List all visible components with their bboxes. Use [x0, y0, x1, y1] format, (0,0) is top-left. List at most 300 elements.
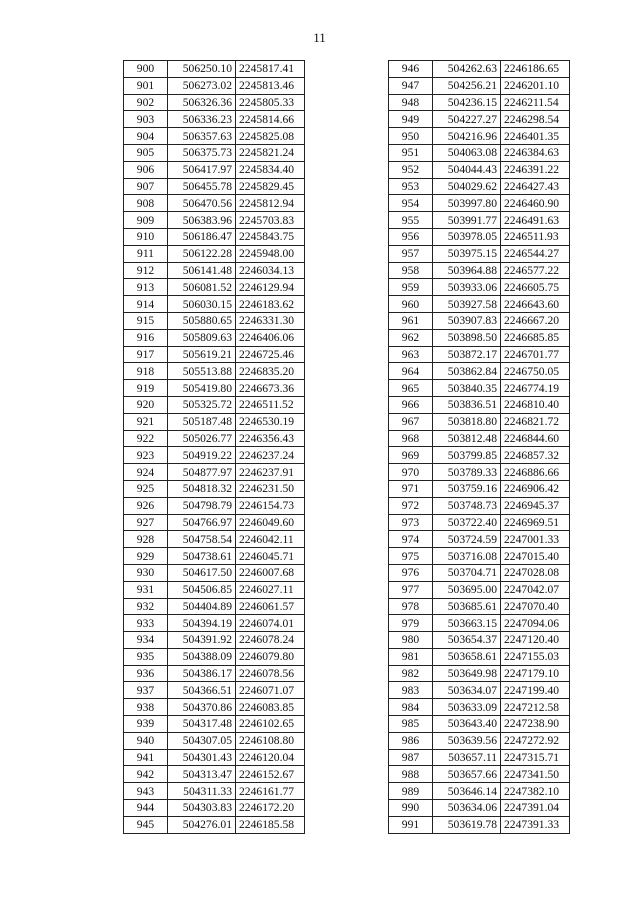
point-number-cell: 944: [124, 800, 168, 817]
table-row: [389, 346, 570, 363]
table-row: [389, 699, 570, 716]
y-coordinate-cell: 2246079.80: [236, 648, 305, 665]
x-coordinate-cell: 503907.83: [433, 312, 501, 329]
point-number-cell: 964: [389, 363, 433, 380]
y-coordinate-cell: 2246007.68: [236, 564, 305, 581]
x-coordinate-cell: 503997.80: [433, 195, 501, 212]
y-coordinate-cell: 2247382.10: [501, 783, 570, 800]
x-coordinate-cell: 503657.66: [433, 766, 501, 783]
table-row: [389, 228, 570, 245]
point-number-cell: 958: [389, 262, 433, 279]
y-coordinate-cell: 2246045.71: [236, 548, 305, 565]
x-coordinate-cell: 505325.72: [168, 396, 236, 413]
x-coordinate-cell: 503840.35: [433, 380, 501, 397]
y-coordinate-cell: 2247272.92: [501, 732, 570, 749]
x-coordinate-cell: 503658.61: [433, 648, 501, 665]
x-coordinate-cell: 503695.00: [433, 581, 501, 598]
x-coordinate-cell: 503634.07: [433, 682, 501, 699]
point-number-cell: 956: [389, 228, 433, 245]
table-row: [389, 111, 570, 128]
point-number-cell: 952: [389, 161, 433, 178]
table-row: [124, 212, 305, 229]
table-row: [389, 413, 570, 430]
coordinates-table-right: [388, 60, 570, 834]
table-row: [124, 363, 305, 380]
point-number-cell: 914: [124, 296, 168, 313]
table-row: [389, 245, 570, 262]
table-row: [389, 312, 570, 329]
x-coordinate-cell: 506417.97: [168, 161, 236, 178]
y-coordinate-cell: 2246810.40: [501, 396, 570, 413]
y-coordinate-cell: 2246237.24: [236, 447, 305, 464]
point-number-cell: 947: [389, 77, 433, 94]
table-row: [124, 632, 305, 649]
table-row: [389, 766, 570, 783]
table-row: [389, 161, 570, 178]
y-coordinate-cell: 2246384.63: [501, 144, 570, 161]
table-row: [124, 346, 305, 363]
point-number-cell: 971: [389, 480, 433, 497]
point-number-cell: 940: [124, 732, 168, 749]
y-coordinate-cell: 2246172.20: [236, 800, 305, 817]
y-coordinate-cell: 2247391.33: [501, 816, 570, 833]
y-coordinate-cell: 2246427.43: [501, 178, 570, 195]
table-row: [389, 396, 570, 413]
point-number-cell: 962: [389, 329, 433, 346]
y-coordinate-cell: 2246078.56: [236, 665, 305, 682]
y-coordinate-cell: 2246074.01: [236, 615, 305, 632]
table-row: [124, 312, 305, 329]
x-coordinate-cell: 506326.36: [168, 94, 236, 111]
table-row: [389, 430, 570, 447]
table-row: [389, 648, 570, 665]
y-coordinate-cell: 2246356.43: [236, 430, 305, 447]
y-coordinate-cell: 2246906.42: [501, 480, 570, 497]
y-coordinate-cell: 2246577.22: [501, 262, 570, 279]
x-coordinate-cell: 504256.21: [433, 77, 501, 94]
table-row: [389, 665, 570, 682]
x-coordinate-cell: 503812.48: [433, 430, 501, 447]
x-coordinate-cell: 504303.83: [168, 800, 236, 817]
table-row: [389, 279, 570, 296]
point-number-cell: 974: [389, 531, 433, 548]
y-coordinate-cell: 2246042.11: [236, 531, 305, 548]
x-coordinate-cell: 503799.85: [433, 447, 501, 464]
point-number-cell: 985: [389, 716, 433, 733]
point-number-cell: 970: [389, 464, 433, 481]
y-coordinate-cell: 2247015.40: [501, 548, 570, 565]
point-number-cell: 988: [389, 766, 433, 783]
y-coordinate-cell: 2246102.65: [236, 716, 305, 733]
table-row: [124, 732, 305, 749]
table-row: [124, 699, 305, 716]
x-coordinate-cell: 503649.98: [433, 665, 501, 682]
point-number-cell: 904: [124, 128, 168, 145]
y-coordinate-cell: 2246750.05: [501, 363, 570, 380]
x-coordinate-cell: 503657.11: [433, 749, 501, 766]
x-coordinate-cell: 504919.22: [168, 447, 236, 464]
point-number-cell: 979: [389, 615, 433, 632]
x-coordinate-cell: 506383.96: [168, 212, 236, 229]
table-row: [124, 682, 305, 699]
x-coordinate-cell: 503654.37: [433, 632, 501, 649]
y-coordinate-cell: 2247199.40: [501, 682, 570, 699]
x-coordinate-cell: 505419.80: [168, 380, 236, 397]
table-row: [389, 212, 570, 229]
table-row: [389, 531, 570, 548]
x-coordinate-cell: 504391.92: [168, 632, 236, 649]
y-coordinate-cell: 2246643.60: [501, 296, 570, 313]
x-coordinate-cell: 503722.40: [433, 514, 501, 531]
x-coordinate-cell: 504301.43: [168, 749, 236, 766]
table-row: [389, 480, 570, 497]
x-coordinate-cell: 504404.89: [168, 598, 236, 615]
table-row: [389, 447, 570, 464]
point-number-cell: 905: [124, 144, 168, 161]
point-number-cell: 927: [124, 514, 168, 531]
table-row: [124, 665, 305, 682]
x-coordinate-cell: 506250.10: [168, 61, 236, 78]
y-coordinate-cell: 2246231.50: [236, 480, 305, 497]
table-row: [389, 363, 570, 380]
point-number-cell: 937: [124, 682, 168, 699]
table-row: [124, 766, 305, 783]
x-coordinate-cell: 503933.06: [433, 279, 501, 296]
table-row: [124, 615, 305, 632]
x-coordinate-cell: 506081.52: [168, 279, 236, 296]
y-coordinate-cell: 2246685.85: [501, 329, 570, 346]
point-number-cell: 908: [124, 195, 168, 212]
y-coordinate-cell: 2246185.58: [236, 816, 305, 833]
x-coordinate-cell: 503716.08: [433, 548, 501, 565]
x-coordinate-cell: 504386.17: [168, 665, 236, 682]
y-coordinate-cell: 2246211.54: [501, 94, 570, 111]
table-row: [124, 161, 305, 178]
x-coordinate-cell: 504063.08: [433, 144, 501, 161]
x-coordinate-cell: 505809.63: [168, 329, 236, 346]
table-body-left: [124, 61, 305, 834]
y-coordinate-cell: 2246673.36: [236, 380, 305, 397]
table-row: [124, 648, 305, 665]
y-coordinate-cell: 2245843.75: [236, 228, 305, 245]
table-row: [124, 61, 305, 78]
point-number-cell: 928: [124, 531, 168, 548]
y-coordinate-cell: 2246945.37: [501, 497, 570, 514]
point-number-cell: 915: [124, 312, 168, 329]
y-coordinate-cell: 2246857.32: [501, 447, 570, 464]
y-coordinate-cell: 2247120.40: [501, 632, 570, 649]
y-coordinate-cell: 2246701.77: [501, 346, 570, 363]
x-coordinate-cell: 503991.77: [433, 212, 501, 229]
table-row: [124, 279, 305, 296]
point-number-cell: 989: [389, 783, 433, 800]
table-row: [124, 816, 305, 833]
y-coordinate-cell: 2246511.93: [501, 228, 570, 245]
x-coordinate-cell: 503975.15: [433, 245, 501, 262]
y-coordinate-cell: 2245821.24: [236, 144, 305, 161]
point-number-cell: 980: [389, 632, 433, 649]
point-number-cell: 936: [124, 665, 168, 682]
table-row: [124, 144, 305, 161]
y-coordinate-cell: 2246530.19: [236, 413, 305, 430]
table-row: [389, 77, 570, 94]
table-row: [124, 464, 305, 481]
point-number-cell: 933: [124, 615, 168, 632]
point-number-cell: 901: [124, 77, 168, 94]
table-row: [389, 61, 570, 78]
point-number-cell: 965: [389, 380, 433, 397]
page-number: 11: [313, 30, 326, 45]
point-number-cell: 919: [124, 380, 168, 397]
table-row: [389, 800, 570, 817]
x-coordinate-cell: 506122.28: [168, 245, 236, 262]
table-row: [124, 716, 305, 733]
y-coordinate-cell: 2246183.62: [236, 296, 305, 313]
point-number-cell: 930: [124, 564, 168, 581]
x-coordinate-cell: 503634.06: [433, 800, 501, 817]
table-row: [124, 380, 305, 397]
x-coordinate-cell: 503639.56: [433, 732, 501, 749]
x-coordinate-cell: 503748.73: [433, 497, 501, 514]
y-coordinate-cell: 2245829.45: [236, 178, 305, 195]
x-coordinate-cell: 503818.80: [433, 413, 501, 430]
y-coordinate-cell: 2246201.10: [501, 77, 570, 94]
y-coordinate-cell: 2246129.94: [236, 279, 305, 296]
x-coordinate-cell: 504307.05: [168, 732, 236, 749]
x-coordinate-cell: 506336.23: [168, 111, 236, 128]
point-number-cell: 981: [389, 648, 433, 665]
x-coordinate-cell: 504029.62: [433, 178, 501, 195]
y-coordinate-cell: 2247070.40: [501, 598, 570, 615]
y-coordinate-cell: 2247001.33: [501, 531, 570, 548]
y-coordinate-cell: 2245825.08: [236, 128, 305, 145]
table-row: [389, 548, 570, 565]
y-coordinate-cell: 2246071.07: [236, 682, 305, 699]
table-row: [389, 380, 570, 397]
table-row: [389, 632, 570, 649]
point-number-cell: 943: [124, 783, 168, 800]
point-number-cell: 931: [124, 581, 168, 598]
x-coordinate-cell: 504388.09: [168, 648, 236, 665]
point-number-cell: 991: [389, 816, 433, 833]
y-coordinate-cell: 2245813.46: [236, 77, 305, 94]
table-row: [124, 413, 305, 430]
point-number-cell: 938: [124, 699, 168, 716]
x-coordinate-cell: 503685.61: [433, 598, 501, 615]
y-coordinate-cell: 2246460.90: [501, 195, 570, 212]
point-number-cell: 941: [124, 749, 168, 766]
table-row: [124, 195, 305, 212]
table-row: [124, 514, 305, 531]
point-number-cell: 924: [124, 464, 168, 481]
table-row: [389, 195, 570, 212]
table-row: [124, 783, 305, 800]
x-coordinate-cell: 504262.63: [433, 61, 501, 78]
point-number-cell: 925: [124, 480, 168, 497]
y-coordinate-cell: 2246725.46: [236, 346, 305, 363]
x-coordinate-cell: 506375.73: [168, 144, 236, 161]
point-number-cell: 968: [389, 430, 433, 447]
y-coordinate-cell: 2247212.58: [501, 699, 570, 716]
table-row: [124, 228, 305, 245]
x-coordinate-cell: 505026.77: [168, 430, 236, 447]
point-number-cell: 966: [389, 396, 433, 413]
point-number-cell: 955: [389, 212, 433, 229]
point-number-cell: 957: [389, 245, 433, 262]
point-number-cell: 973: [389, 514, 433, 531]
y-coordinate-cell: 2246774.19: [501, 380, 570, 397]
y-coordinate-cell: 2246835.20: [236, 363, 305, 380]
point-number-cell: 982: [389, 665, 433, 682]
table-row: [124, 447, 305, 464]
table-row: [124, 94, 305, 111]
x-coordinate-cell: 503724.59: [433, 531, 501, 548]
point-number-cell: 902: [124, 94, 168, 111]
x-coordinate-cell: 504317.48: [168, 716, 236, 733]
table-row: [124, 564, 305, 581]
y-coordinate-cell: 2246511.52: [236, 396, 305, 413]
table-row: [124, 497, 305, 514]
y-coordinate-cell: 2246391.22: [501, 161, 570, 178]
y-coordinate-cell: 2247028.08: [501, 564, 570, 581]
y-coordinate-cell: 2245703.83: [236, 212, 305, 229]
x-coordinate-cell: 504370.86: [168, 699, 236, 716]
point-number-cell: 909: [124, 212, 168, 229]
point-number-cell: 929: [124, 548, 168, 565]
y-coordinate-cell: 2246154.73: [236, 497, 305, 514]
point-number-cell: 959: [389, 279, 433, 296]
x-coordinate-cell: 506141.48: [168, 262, 236, 279]
point-number-cell: 911: [124, 245, 168, 262]
y-coordinate-cell: 2246821.72: [501, 413, 570, 430]
y-coordinate-cell: 2247094.06: [501, 615, 570, 632]
y-coordinate-cell: 2245814.66: [236, 111, 305, 128]
y-coordinate-cell: 2246161.77: [236, 783, 305, 800]
table-row: [389, 598, 570, 615]
point-number-cell: 921: [124, 413, 168, 430]
y-coordinate-cell: 2246083.85: [236, 699, 305, 716]
point-number-cell: 975: [389, 548, 433, 565]
point-number-cell: 983: [389, 682, 433, 699]
table-row: [124, 262, 305, 279]
point-number-cell: 945: [124, 816, 168, 833]
point-number-cell: 976: [389, 564, 433, 581]
x-coordinate-cell: 504394.19: [168, 615, 236, 632]
y-coordinate-cell: 2246027.11: [236, 581, 305, 598]
point-number-cell: 967: [389, 413, 433, 430]
table-row: [389, 716, 570, 733]
x-coordinate-cell: 503898.50: [433, 329, 501, 346]
table-row: [124, 111, 305, 128]
x-coordinate-cell: 503978.05: [433, 228, 501, 245]
table-row: [389, 581, 570, 598]
point-number-cell: 923: [124, 447, 168, 464]
y-coordinate-cell: 2246667.20: [501, 312, 570, 329]
point-number-cell: 948: [389, 94, 433, 111]
point-number-cell: 960: [389, 296, 433, 313]
x-coordinate-cell: 503964.88: [433, 262, 501, 279]
y-coordinate-cell: 2245812.94: [236, 195, 305, 212]
x-coordinate-cell: 504276.01: [168, 816, 236, 833]
point-number-cell: 963: [389, 346, 433, 363]
table-row: [389, 682, 570, 699]
point-number-cell: 951: [389, 144, 433, 161]
point-number-cell: 977: [389, 581, 433, 598]
x-coordinate-cell: 503643.40: [433, 716, 501, 733]
table-row: [124, 598, 305, 615]
point-number-cell: 935: [124, 648, 168, 665]
y-coordinate-cell: 2246605.75: [501, 279, 570, 296]
x-coordinate-cell: 503836.51: [433, 396, 501, 413]
y-coordinate-cell: 2247155.03: [501, 648, 570, 665]
coordinates-table-left: [123, 60, 305, 834]
table-row: [389, 128, 570, 145]
x-coordinate-cell: 504227.27: [433, 111, 501, 128]
x-coordinate-cell: 504216.96: [433, 128, 501, 145]
x-coordinate-cell: 504236.15: [433, 94, 501, 111]
point-number-cell: 954: [389, 195, 433, 212]
table-row: [389, 94, 570, 111]
y-coordinate-cell: 2246061.57: [236, 598, 305, 615]
y-coordinate-cell: 2246152.67: [236, 766, 305, 783]
point-number-cell: 903: [124, 111, 168, 128]
x-coordinate-cell: 504766.97: [168, 514, 236, 531]
table-row: [124, 480, 305, 497]
point-number-cell: 986: [389, 732, 433, 749]
x-coordinate-cell: 503927.58: [433, 296, 501, 313]
x-coordinate-cell: 505619.21: [168, 346, 236, 363]
point-number-cell: 926: [124, 497, 168, 514]
y-coordinate-cell: 2246120.04: [236, 749, 305, 766]
y-coordinate-cell: 2246544.27: [501, 245, 570, 262]
x-coordinate-cell: 505880.65: [168, 312, 236, 329]
x-coordinate-cell: 506030.15: [168, 296, 236, 313]
x-coordinate-cell: 506357.63: [168, 128, 236, 145]
x-coordinate-cell: 504798.79: [168, 497, 236, 514]
x-coordinate-cell: 504818.32: [168, 480, 236, 497]
y-coordinate-cell: 2246049.60: [236, 514, 305, 531]
point-number-cell: 987: [389, 749, 433, 766]
table-row: [389, 144, 570, 161]
x-coordinate-cell: 506186.47: [168, 228, 236, 245]
y-coordinate-cell: 2247315.71: [501, 749, 570, 766]
table-row: [124, 430, 305, 447]
table-row: [124, 296, 305, 313]
table-body-right: [389, 61, 570, 834]
y-coordinate-cell: 2245805.33: [236, 94, 305, 111]
table-row: [389, 497, 570, 514]
y-coordinate-cell: 2246491.63: [501, 212, 570, 229]
y-coordinate-cell: 2246298.54: [501, 111, 570, 128]
y-coordinate-cell: 2246034.13: [236, 262, 305, 279]
table-row: [124, 396, 305, 413]
x-coordinate-cell: 504366.51: [168, 682, 236, 699]
point-number-cell: 920: [124, 396, 168, 413]
table-row: [124, 178, 305, 195]
table-row: [124, 329, 305, 346]
y-coordinate-cell: 2246886.66: [501, 464, 570, 481]
y-coordinate-cell: 2246969.51: [501, 514, 570, 531]
table-row: [389, 732, 570, 749]
table-row: [124, 581, 305, 598]
table-row: [389, 514, 570, 531]
table-row: [389, 178, 570, 195]
point-number-cell: 906: [124, 161, 168, 178]
x-coordinate-cell: 503663.15: [433, 615, 501, 632]
x-coordinate-cell: 504311.33: [168, 783, 236, 800]
point-number-cell: 953: [389, 178, 433, 195]
x-coordinate-cell: 504738.61: [168, 548, 236, 565]
